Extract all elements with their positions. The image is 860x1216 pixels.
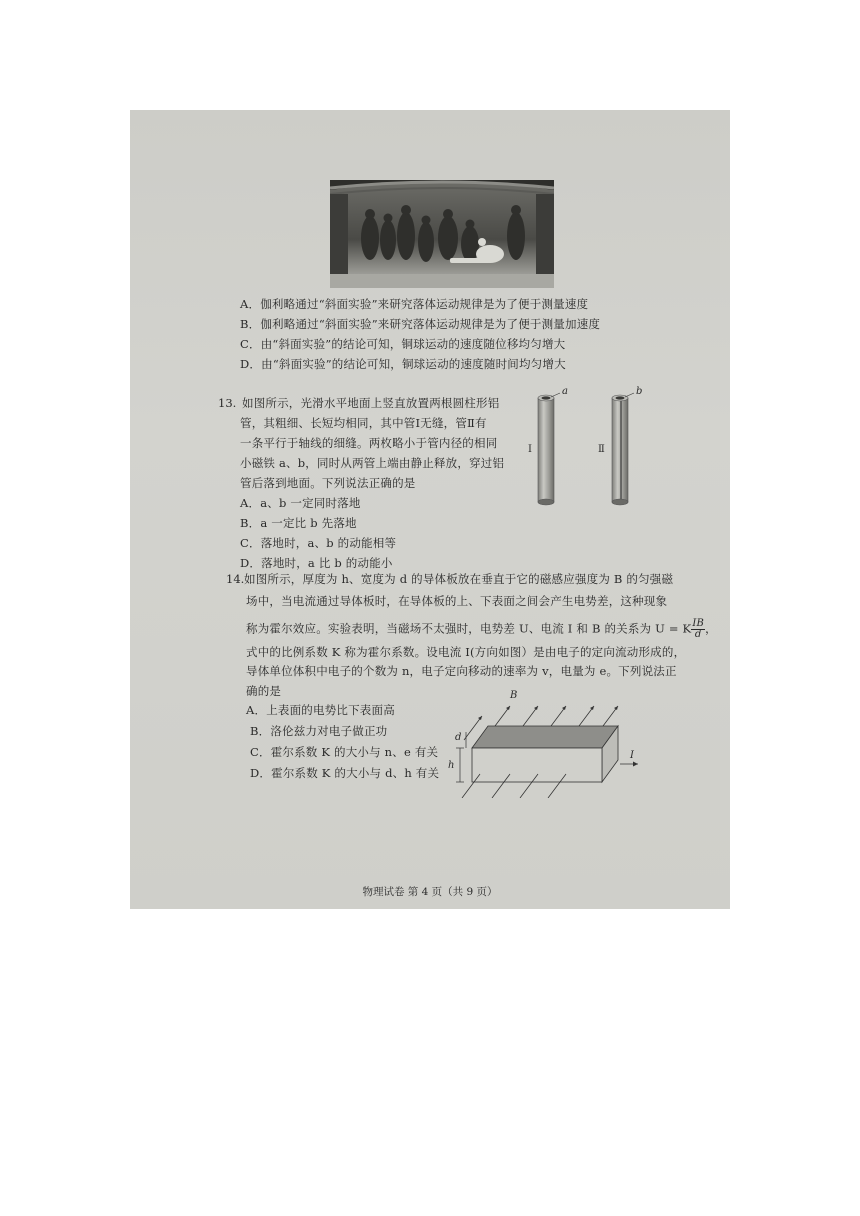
q14-option-b: B．洛伦兹力对电子做正功 xyxy=(250,724,388,738)
q13-option-b: B．a 一定比 b 先落地 xyxy=(240,516,357,530)
q13-option-c: C．落地时，a、b 的动能相等 xyxy=(240,536,397,550)
q14-stem-text: 称为霍尔效应。实验表明，当磁场不太强时，电势差 U、电流 I 和 B 的关系为 U = K xyxy=(246,621,692,636)
q14-stem-line: 导体单位体积中电子的个数为 n，电子定向移动的速率为 v，电量为 e。下列说法正 xyxy=(246,664,677,678)
width-d-label: d xyxy=(455,732,462,743)
q14-option-a: A．上表面的电势比下表面高 xyxy=(246,703,395,717)
hall-effect-diagram xyxy=(448,690,642,802)
thickness-h-label: h xyxy=(448,760,455,771)
tube-i-label: Ⅰ xyxy=(528,444,533,455)
q13-number: 13. xyxy=(218,396,237,410)
q14-stem-line: 如图所示，厚度为 h、宽度为 d 的导体板放在垂直于它的磁感应强度为 B 的匀强磁 xyxy=(244,572,674,586)
q13-stem-line: 管，其粗细、长短均相同，其中管Ⅰ无缝，管Ⅱ有 xyxy=(240,416,487,430)
q12-option-b: B．伽利略通过“斜面实验”来研究落体运动规律是为了便于测量加速度 xyxy=(240,317,601,331)
q13-option-d: D．落地时，a 比 b 的动能小 xyxy=(240,556,393,570)
b-field-label: B xyxy=(510,690,518,701)
magnet-a-label: a xyxy=(562,386,569,397)
hall-formula-fraction xyxy=(691,619,705,640)
q14-number: 14. xyxy=(226,572,245,586)
q14-stem-line: 确的是 xyxy=(246,684,282,698)
q14-stem-line-formula xyxy=(246,619,717,640)
galileo-painting-image xyxy=(330,180,554,288)
q13-stem-line: 小磁铁 a、b，同时从两管上端由静止释放，穿过铝 xyxy=(240,456,505,470)
q13-option-a: A．a、b 一定同时落地 xyxy=(240,496,361,510)
q12-option-c: C．由“斜面实验”的结论可知，铜球运动的速度随位移均匀增大 xyxy=(240,337,566,351)
q13-stem-line: 如图所示，光滑水平地面上竖直放置两根圆柱形铝 xyxy=(242,396,500,410)
formula-suffix: ， xyxy=(705,621,717,636)
q12-option-d: D．由“斜面实验”的结论可知，铜球运动的速度随时间均匀增大 xyxy=(240,357,566,371)
q12-option-a: A．伽利略通过“斜面实验”来研究落体运动规律是为了便于测量速度 xyxy=(240,297,589,311)
q13-stem-line: 一条平行于轴线的细缝。两枚略小于管内径的相同 xyxy=(240,436,498,450)
exam-page xyxy=(130,110,730,909)
tube-ii-label: Ⅱ xyxy=(598,444,605,455)
q14-stem-line: 式中的比例系数 K 称为霍尔系数。设电流 I(方向如图）是由电子的定向流动形成的， xyxy=(246,645,686,659)
formula-numerator: IB xyxy=(692,618,705,629)
q14-option-c: C．霍尔系数 K 的大小与 n、e 有关 xyxy=(250,745,439,759)
formula-denominator: d xyxy=(694,629,702,640)
q14-option-d: D．霍尔系数 K 的大小与 d、h 有关 xyxy=(250,766,440,780)
aluminum-tubes-diagram xyxy=(520,388,680,512)
page-footer: 物理试卷 第 4 页（共 9 页） xyxy=(362,886,498,898)
current-i-label: I xyxy=(630,750,635,761)
q14-stem-line: 场中，当电流通过导体板时，在导体板的上、下表面之间会产生电势差，这种现象 xyxy=(246,594,668,608)
q13-stem-line: 管后落到地面。下列说法正确的是 xyxy=(240,476,416,490)
magnet-b-label: b xyxy=(636,386,643,397)
